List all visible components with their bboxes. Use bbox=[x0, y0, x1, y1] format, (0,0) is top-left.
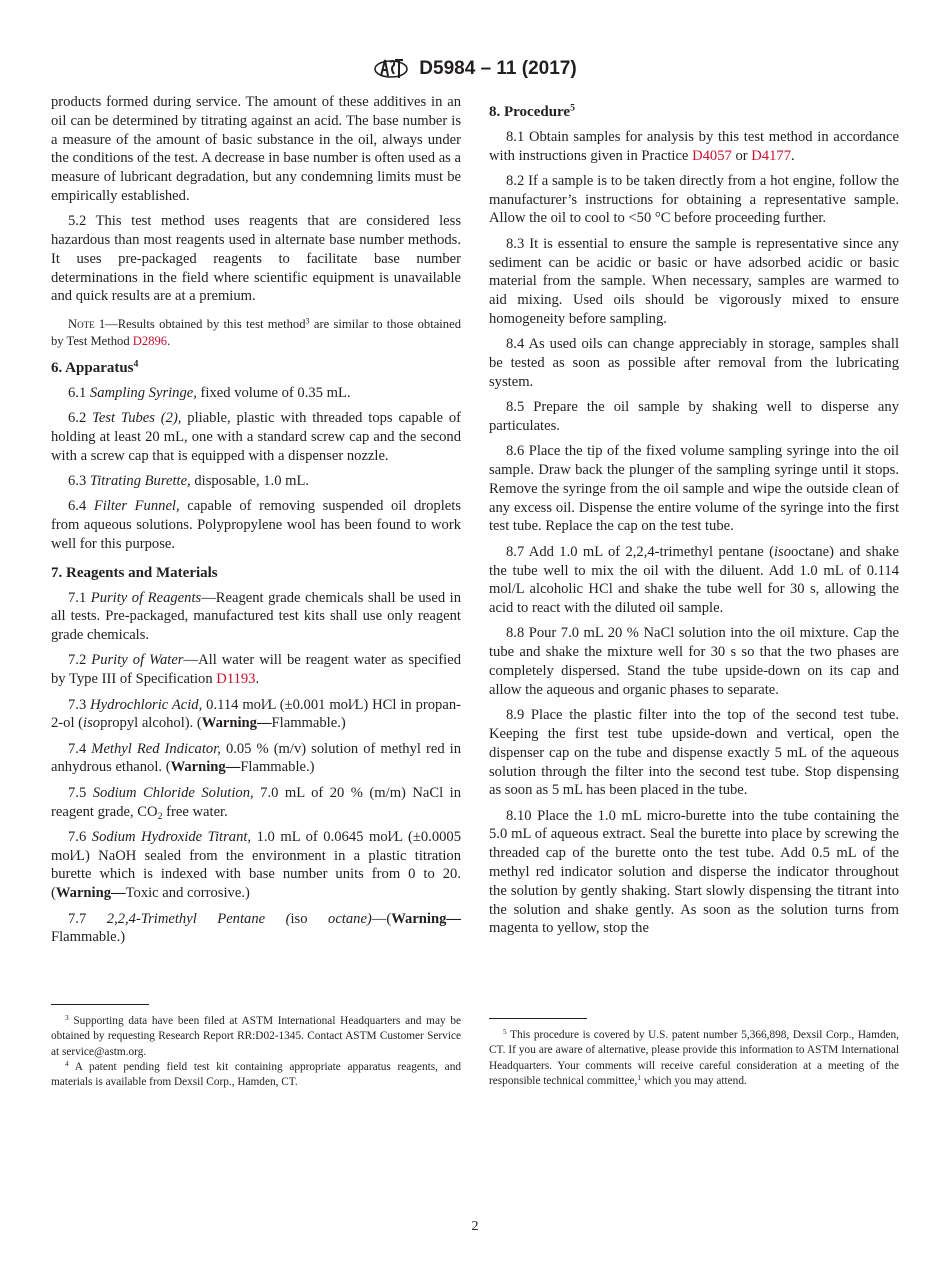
paragraph bbox=[51, 696, 461, 734]
superscript: 4 bbox=[133, 358, 139, 370]
text-run: 1.0 mL of 0.0645 mol⁄L (±0.0005 mol⁄L) NaOH sealed from the environment in a plastic titration burette which is indexed with base number units from 0 to 20. ( bbox=[51, 828, 462, 902]
paragraph bbox=[489, 235, 899, 329]
italic-text: Sodium Hydroxide Titrant, bbox=[91, 828, 252, 845]
text-run: octane) and shake the tube well to mix the oil with the diluent. Add 1.0 mL of 0.114 mol/L alcoholic HCl and shake the tube well for 30 s, allowing the acid to react with the diluted oil sample. bbox=[489, 543, 899, 617]
paragraph bbox=[51, 651, 461, 689]
text-run: 7.1 bbox=[68, 589, 91, 606]
section-heading bbox=[489, 103, 899, 122]
italic-text: Purity of Reagents bbox=[90, 589, 202, 606]
superscript: 5 bbox=[570, 102, 575, 114]
footnotes-left bbox=[51, 1004, 461, 1090]
italic-text: iso bbox=[774, 543, 792, 560]
italic-text: 2,2,4-Trimethyl Pentane ( bbox=[106, 910, 291, 927]
italic-text: Titrating Burette, bbox=[89, 473, 191, 490]
text-run: propyl alcohol). ( bbox=[100, 715, 202, 732]
text-run: disposable, 1.0 mL. bbox=[190, 473, 310, 490]
right-column bbox=[489, 93, 899, 945]
text-run: 8.5 Prepare the oil sample by shaking well to disperse any particulates. bbox=[489, 399, 899, 434]
reference-link[interactable]: D4177 bbox=[751, 147, 791, 164]
text-run: 7.7 bbox=[68, 910, 107, 927]
text-run: which you may attend. bbox=[641, 1074, 747, 1087]
text-run: iso bbox=[290, 910, 329, 927]
footnote-rule bbox=[489, 1018, 587, 1019]
text-run: Flammable.) bbox=[271, 715, 346, 732]
paragraph bbox=[51, 409, 461, 465]
text-run: 7.4 bbox=[68, 740, 92, 757]
astm-logo-icon bbox=[373, 56, 409, 82]
text-run: 6.1 bbox=[68, 384, 90, 401]
page-number: 2 bbox=[471, 1219, 479, 1234]
text-run: 7.0 mL of 20 % (m/m) NaCl in reagent grade, CO bbox=[51, 784, 462, 820]
footnotes-right bbox=[489, 1018, 899, 1089]
bold-text: Warning— bbox=[55, 885, 126, 902]
text-run: are similar to those obtained by Test Method bbox=[51, 317, 461, 348]
footnote bbox=[51, 1014, 461, 1060]
reference-link[interactable]: D1193 bbox=[216, 671, 256, 688]
text-run: 8.9 Place the plastic filter into the top of the second test tube. Keeping the first test tube upside-down and vertical, open the dispenser cap on the tube and dispense exactly 5 mL of the aqueous solution through the filter into the second test tube. Stop dispensing as soon as 5 mL has been placed in the tube. bbox=[489, 707, 899, 799]
text-run: Toxic and corrosive.) bbox=[125, 885, 250, 902]
italic-text: Methyl Red Indicator, bbox=[91, 740, 221, 757]
italic-text: octane) bbox=[328, 910, 372, 927]
italic-text: Purity of Water bbox=[91, 652, 184, 669]
text-run: . bbox=[167, 333, 171, 348]
text-run: 8.8 Pour 7.0 mL 20 % NaCl solution into the oil mixture. Cap the tube and shake the mixture well for 30 s so that the two phases are completely dispersed. Stand the tube upside-down on its cap and allow the aqueous and organic phases to separate. bbox=[489, 625, 899, 698]
text-run: 8.6 Place the tip of the fixed volume sampling syringe into the oil sample. Draw back the plunger of the sampling syringe until it stops. Remove the syringe from the oil sample and wipe the outside clean of any excess oil. Dispense the entire volume of the syringe into the first test tube. Replace the cap on the test tube. bbox=[489, 443, 899, 535]
text-run: Supporting data have been filed at ASTM International Headquarters and may be obtained by requesting Research Report RR:D02-1345. Contact ASTM Customer Service at service@astm.org. bbox=[51, 1015, 461, 1058]
text-run: —Reagent grade chemicals shall be used in all tests. Pre-packaged, manufactured test kits shall use only reagent grade chemicals. bbox=[51, 589, 462, 644]
italic-text: Hydrochloric Acid, bbox=[90, 696, 203, 713]
paragraph bbox=[489, 624, 899, 699]
bold-text: Warning— bbox=[201, 715, 272, 732]
text-run: This procedure is covered by U.S. patent number 5,366,898, Dexsil Corp., Hamden, CT. If you are aware of alternative, please provide this information to ASTM International Headquarters. Your comments will receive careful consideration at a meeting of the responsible technical committee, bbox=[489, 1029, 899, 1087]
text-run: 0.05 % (m/v) solution of methyl red in anhydrous ethanol. ( bbox=[51, 740, 461, 776]
italic-text: Sodium Chloride Solution, bbox=[92, 784, 254, 801]
paragraph bbox=[489, 706, 899, 800]
superscript: 4 bbox=[65, 1058, 69, 1068]
text-run: fixed volume of 0.35 mL. bbox=[196, 384, 351, 401]
text-run: . bbox=[255, 671, 260, 688]
reference-link[interactable]: D4057 bbox=[692, 147, 732, 164]
text-run: 8.10 Place the 1.0 mL micro-burette into the tube containing the 5.0 mL of aqueous extract. Seal the burette into place by screwing the threaded cap of the burette onto the test tube. Add 0.5 mL of the methyl red indicator solution and disperse the indicator throughout the solution by gently shaking. Start slowly dispensing the titrant into the solution and shake gently. As soon as the solution turns from magenta to yellow, stop the bbox=[489, 807, 899, 937]
text-run: —All water will be reagent water as specified by Type III of Specification bbox=[51, 652, 462, 688]
paragraph bbox=[51, 472, 461, 491]
paragraph bbox=[489, 172, 899, 228]
section-heading bbox=[51, 359, 461, 378]
bold-text: Warning— bbox=[170, 759, 241, 776]
section-heading bbox=[51, 564, 461, 583]
paragraph bbox=[489, 543, 899, 618]
italic-text: Test Tubes (2), bbox=[92, 410, 182, 427]
page-header bbox=[0, 56, 950, 82]
paragraph bbox=[51, 212, 461, 306]
paragraph bbox=[51, 784, 461, 822]
text-run: or bbox=[731, 147, 752, 164]
paragraph bbox=[51, 384, 461, 403]
superscript: 5 bbox=[503, 1026, 507, 1036]
text-run: 8.3 It is essential to ensure the sample is representative since any sediment can be acidic or basic or have adsorbed acidic or basic material from the sample. When necessary, samples are warmed to aid mixing. Used oils should be vigorously mixed to ensure homogeneity before sampling. bbox=[489, 235, 899, 327]
text-run: 8.7 Add 1.0 mL of 2,2,4-trimethyl pentane ( bbox=[506, 543, 774, 560]
text-run: free water. bbox=[162, 803, 228, 820]
note bbox=[51, 316, 461, 349]
paragraph bbox=[51, 828, 461, 903]
text-run: 6.2 bbox=[68, 410, 93, 427]
text-run: 0.114 mol⁄L (±0.001 mol⁄L) HCl in propan-2-ol ( bbox=[51, 696, 461, 732]
paragraph bbox=[489, 335, 899, 391]
footnote bbox=[51, 1060, 461, 1091]
paragraph bbox=[51, 740, 461, 778]
document-designation: D5984 – 11 (2017) bbox=[419, 58, 577, 79]
text-run: —( bbox=[371, 910, 392, 927]
text-run: capable of removing suspended oil droplets from aqueous solutions. Polypropylene wool has been found to work well for this purpose. bbox=[51, 498, 461, 552]
superscript: 1 bbox=[637, 1072, 642, 1082]
text-run: 6. Apparatus bbox=[51, 360, 134, 377]
text-run: 8.4 As used oils can change appreciably in storage, samples shall be tested as soon as possible after removal from the lubricating system. bbox=[489, 336, 899, 390]
text-run: 8. Procedure bbox=[489, 104, 571, 120]
reference-link[interactable]: D2896 bbox=[132, 333, 168, 348]
bold-text: Warning— bbox=[391, 910, 461, 927]
paragraph bbox=[489, 442, 899, 536]
text-run: 7.2 bbox=[68, 652, 92, 669]
text-run: products formed during service. The amount of these additives in an oil can be determined by titrating against an acid. The base number is a measure of the amount of basic substance in the oil, always under the conditions of the test. A decrease in base number is often used as a measure of lubricant degradation, but any condemning limits must be empirically established. bbox=[51, 94, 461, 204]
text-run: 7.6 bbox=[68, 828, 92, 845]
text-run: 7.5 bbox=[68, 784, 93, 801]
text-run: 1—Results obtained by this test method bbox=[94, 317, 306, 332]
text-run: . bbox=[791, 147, 795, 164]
text-run: pliable, plastic with threaded tops capable of holding at least 20 mL, one with a standard screw cap and the second with a screw cap that is equipped with a dispenser nozzle. bbox=[51, 410, 461, 464]
small-caps-text: Note bbox=[68, 317, 95, 332]
text-run: 7.3 bbox=[68, 696, 91, 713]
text-run: Flammable.) bbox=[51, 929, 126, 946]
superscript: 3 bbox=[65, 1012, 69, 1022]
text-run: 8.1 Obtain samples for analysis by this test method in accordance with instructions given in Practice bbox=[489, 128, 899, 164]
italic-text: iso bbox=[83, 715, 101, 732]
text-run: 5.2 This test method uses reagents that are considered less hazardous than most reagents used in alternate base number methods. It uses pre-packaged reagents to facilitate base number determinations in the field where scientific equipment is unavailable and quick results are at a premium. bbox=[51, 213, 461, 305]
left-column bbox=[51, 93, 461, 954]
text-run: 6.3 bbox=[68, 473, 90, 490]
italic-text: Sampling Syringe, bbox=[89, 384, 197, 401]
text-run: 6.4 bbox=[68, 498, 94, 515]
text-run: 8.2 If a sample is to be taken directly from a hot engine, follow the manufacturer’s instructions for obtaining a representative sample. Allow the oil to cool to <50 °C before proceeding further. bbox=[489, 172, 899, 227]
paragraph bbox=[489, 398, 899, 436]
paragraph bbox=[51, 497, 461, 553]
paragraph bbox=[51, 93, 461, 206]
text-run: Flammable.) bbox=[240, 759, 315, 776]
text-run: A patent pending field test kit containing appropriate apparatus reagents, and materials is available from Dexsil Corp., Hamden, CT. bbox=[51, 1060, 461, 1089]
footnote-rule bbox=[51, 1004, 149, 1005]
footnote bbox=[489, 1028, 899, 1089]
paragraph bbox=[489, 807, 899, 939]
paragraph bbox=[51, 589, 461, 645]
subscript: 2 bbox=[157, 810, 163, 822]
italic-text: Filter Funnel, bbox=[93, 498, 180, 515]
paragraph bbox=[51, 910, 461, 948]
paragraph bbox=[489, 128, 899, 166]
superscript: 3 bbox=[305, 316, 310, 326]
text-run: 7. Reagents and Materials bbox=[51, 564, 218, 581]
